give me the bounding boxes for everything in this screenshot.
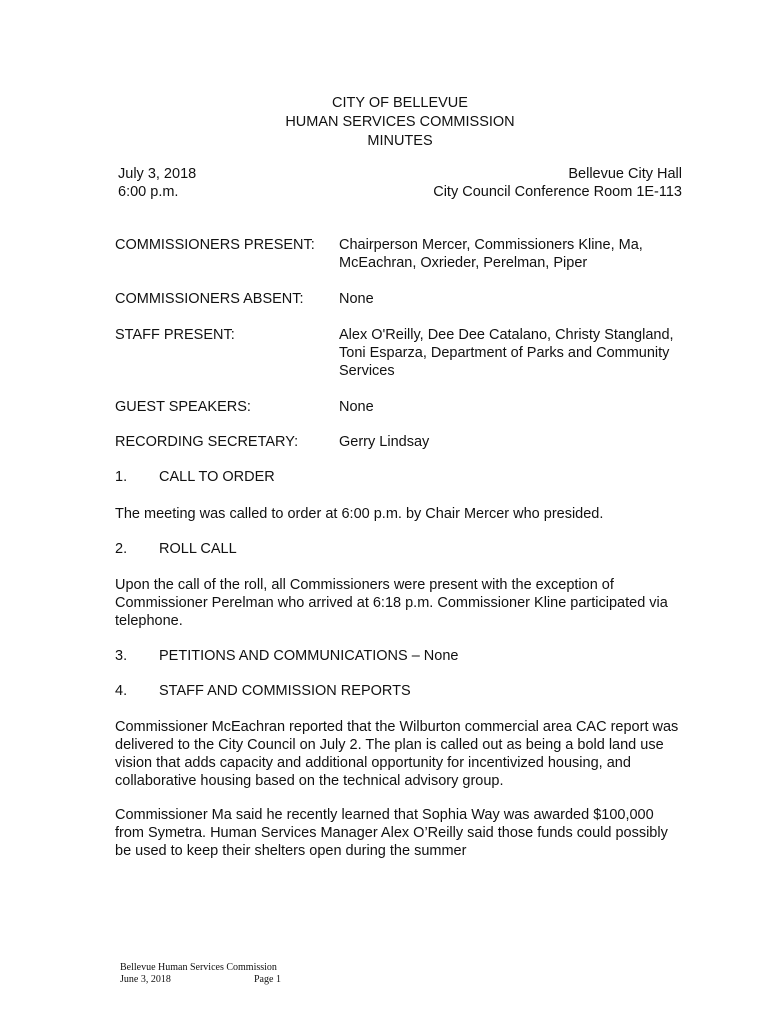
header-title: MINUTES [367, 133, 433, 149]
attendance-label-commissioners-absent: COMMISSIONERS ABSENT: [115, 291, 304, 307]
header-city: CITY OF BELLEVUE [332, 95, 468, 111]
section-number: 3. [115, 648, 128, 664]
paragraph-roll-call: Upon the call of the roll, all Commissioners were present with the exception of Commissioner Perelman who arrived at 6:18 p.m. Commissioner Kline participated via telephone. [115, 577, 668, 629]
section-title-call-to-order: CALL TO ORDER [159, 469, 275, 485]
page-footer [120, 962, 281, 986]
attendance-value-guest-speakers: None [339, 399, 374, 415]
footer-date: June 3, 2018 [120, 974, 171, 985]
meeting-date: July 3, 2018 [118, 166, 197, 182]
section-title-petitions: PETITIONS AND COMMUNICATIONS – None [159, 648, 459, 664]
attendance-value-commissioners-absent: None [339, 291, 374, 307]
paragraph-mceachran-report: Commissioner McEachran reported that the Wilburton commercial area CAC report was delivered to the City Council on July 2. The plan is called out as being a bold land use vision that adds capacity and additional opportunity for incentivized housing, and collaborative housing based on the technical advisory group. [115, 719, 679, 789]
meeting-room: City Council Conference Room 1E-113 [433, 184, 682, 200]
meeting-datetime [118, 165, 196, 201]
attendance-value-staff-present: Alex O'Reilly, Dee Dee Catalano, Christy Stangland, Toni Esparza, Department of Parks and Community Services [339, 327, 674, 379]
footer-org: Bellevue Human Services Commission [120, 962, 277, 973]
attendance-label-commissioners-present: COMMISSIONERS PRESENT: [115, 237, 315, 253]
attendance-label-staff-present: STAFF PRESENT: [115, 327, 235, 343]
meeting-time: 6:00 p.m. [118, 184, 179, 200]
attendance-value-commissioners-present: Chairperson Mercer, Commissioners Kline, Ma, McEachran, Oxrieder, Perelman, Piper [339, 237, 643, 271]
section-number: 1. [115, 469, 128, 485]
paragraph-call-to-order: The meeting was called to order at 6:00 p.m. by Chair Mercer who presided. [115, 506, 604, 522]
section-title-roll-call: ROLL CALL [159, 541, 237, 557]
attendance-value-recording-secretary: Gerry Lindsay [339, 434, 430, 450]
paragraph-ma-report: Commissioner Ma said he recently learned that Sophia Way was awarded $100,000 from Symetra. Human Services Manager Alex O’Reilly said those funds could possibly be used to keep their shelters open during the summer [115, 807, 668, 859]
footer-page-number: Page 1 [254, 974, 281, 985]
section-number: 2. [115, 541, 128, 557]
meeting-venue: Bellevue City Hall [568, 166, 682, 182]
attendance-label-recording-secretary: RECORDING SECRETARY: [115, 434, 299, 450]
section-title-reports: STAFF AND COMMISSION REPORTS [159, 683, 411, 699]
meeting-location [433, 165, 682, 201]
header-commission: HUMAN SERVICES COMMISSION [285, 114, 515, 130]
attendance-label-guest-speakers: GUEST SPEAKERS: [115, 399, 251, 415]
document-header [115, 94, 685, 151]
section-number: 4. [115, 683, 128, 699]
